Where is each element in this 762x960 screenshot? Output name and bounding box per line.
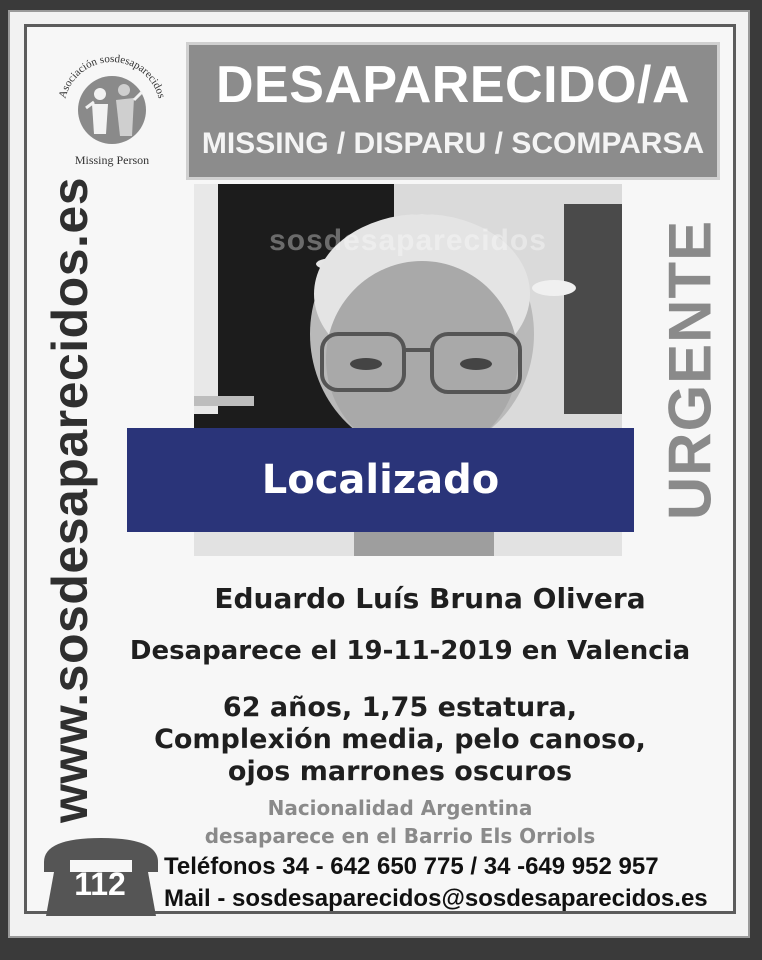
contact-phones: Teléfonos 34 - 642 650 775 / 34 -649 952 957 — [164, 853, 659, 880]
description-line: ojos marrones oscuros — [227, 756, 573, 787]
poster-title: DESAPARECIDO/A — [215, 56, 691, 114]
located-status-banner — [127, 428, 634, 532]
poster-subtitle: MISSING / DISPARU / SCOMPARSA — [201, 127, 705, 160]
missing-date: Desaparece el 19-11-2019 en Valencia — [129, 636, 691, 666]
person-name: Eduardo Luís Bruna Olivera — [214, 582, 646, 615]
emergency-number: 112 — [74, 865, 126, 902]
nationality: Nacionalidad Argentina — [267, 796, 533, 820]
logo-org-name: Asociación sosdesaparecidos — [56, 52, 168, 100]
urgent-label: URGENTE — [656, 219, 724, 521]
logo-caption: Missing Person — [74, 153, 150, 167]
photo-watermark: sosdesaparecidos — [269, 224, 547, 257]
located-status-text: Localizado — [261, 457, 500, 503]
missing-area: desaparece en el Barrio Els Orriols — [204, 824, 596, 848]
side-website-url: www.sosdesaparecidos.es — [42, 176, 98, 824]
sosdesaparecidos-logo — [42, 44, 182, 174]
person-description — [100, 692, 700, 788]
contact-mail: Mail - sosdesaparecidos@sosdesaparecidos.es — [164, 885, 708, 912]
description-line: Complexión media, pelo canoso, — [154, 724, 646, 755]
description-line: 62 años, 1,75 estatura, — [222, 692, 578, 723]
header-box — [186, 42, 720, 180]
